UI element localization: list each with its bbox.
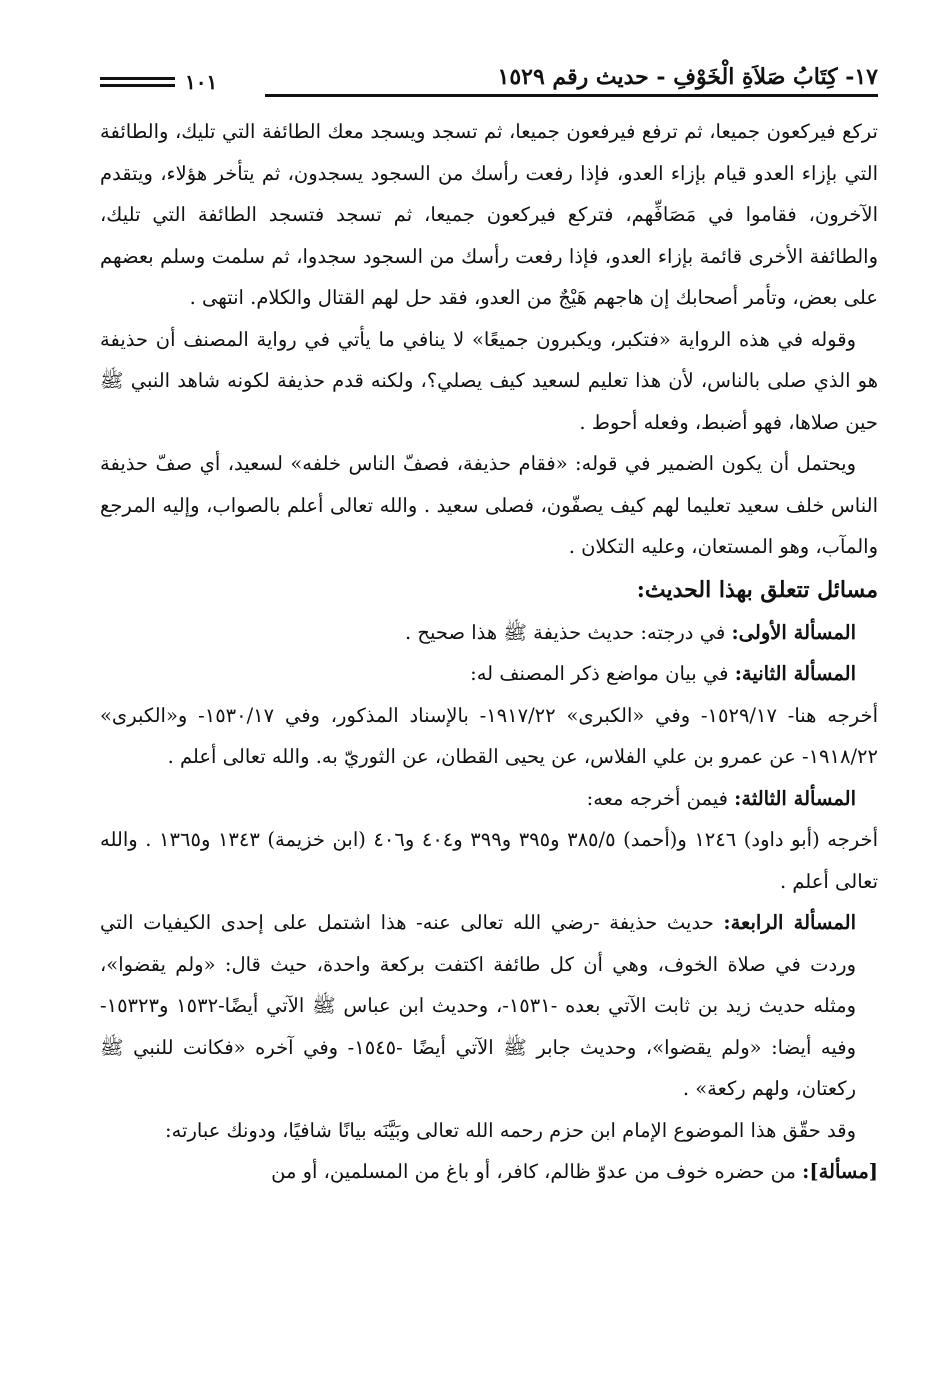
section-heading: مسائل تتعلق بهذا الحديث: xyxy=(636,576,878,603)
issue-label: [مسألة]: xyxy=(802,1160,878,1183)
issue-fourth xyxy=(100,902,878,1110)
paragraph-continuation: تركع فيركعون جميعا، ثم ترفع فيرفعون جميعا، ثم تسجد ويسجد معك الطائفة التي تليك، والطائفة التي بإزاء العدو قيام بإزاء العدو، فإذا رفعت رأسك من السجود يسجدون، ثم يتأخر هؤلاء، ويتقدم الآخرون، فقاموا في مَصَافِّهم، فتركع فيركعون جميعا، ثم تسجد فتسجد الطائفة التي تليك، والطائفة الأخرى قائمة بإزاء العدو، فإذا رفعت رأسك من السجود سجدوا، ثم سلمت وسلم بعضهم على بعض، وتأمر أصحابك إن هاجهم هَيْجٌ من العدو، فقد حل لهم القتال والكلام. انتهى . xyxy=(100,120,878,309)
issue-text: فيمن أخرجه معه: xyxy=(586,786,728,810)
page-header xyxy=(100,52,878,92)
page-number: ١٠١ xyxy=(185,70,218,94)
issue-text: في بيان مواضع ذكر المصنف له: xyxy=(470,662,729,685)
issue-text: في درجته: حديث حذيفة ﷺ هذا صحيح . xyxy=(405,620,726,644)
quoted-issue xyxy=(100,1151,878,1193)
paragraph: ويحتمل أن يكون الضمير في قوله: «فقام حذيفة، فصفّ الناس خلفه» لسعيد، أي صفّ حذيفة الناس خلف سعيد تعليما لهم كيف يصفّون، فصلى سعيد . والله تعالى أعلم بالصواب، وإليه المرجع والمآب، وهو المستعان، وعليه التكلان . xyxy=(100,452,878,558)
paragraph: وقد حقّق هذا الموضوع الإمام ابن حزم رحمه الله تعالى وبَيَّنَه بيانًا شافيًا، ودونك عبارته: xyxy=(165,1118,856,1142)
folio xyxy=(100,70,217,94)
running-head: ١٧- كِتَابُ صَلاَةِ الْخَوْفِ - حديث رقم ١٥٢٩ xyxy=(497,64,878,90)
issue-body: أخرجه (أبو داود) ١٢٤٦ و(أحمد) ٣٨٥/٥ و٣٩٥ و٣٩٩ و٤٠٤ و٤٠٦ (ابن خزيمة) ١٣٤٣ و١٣٦٥ . والله تعالى أعلم . xyxy=(100,828,879,893)
header-rule xyxy=(265,94,878,97)
issue-label: المسألة الرابعة: xyxy=(723,911,857,934)
issue-text: حديث حذيفة -رضي الله تعالى عنه- هذا اشتمل على إحدى الكيفيات التي وردت في صلاة الخوف، وهي أن كل طائفة اكتفت بركعة واحدة، حيث قال: «ولم يقضوا»، ومثله حديث زيد بن ثابت الآتي بعده -١٥٣١-، وحديث ابن عباس ﷺ الآتي أيضًا-١٥٣٢ و١٥٣٢٣- وفيه أيضا: «ولم يقضوا»، وحديث جابر ﷺ الآتي أيضًا -١٥٤٥- وفي آخره «فكانت للنبي ﷺ ركعتان، ولهم ركعة» . xyxy=(100,911,856,1100)
issue-second xyxy=(100,653,878,695)
paragraph: وقوله في هذه الرواية «فتكبر، ويكبرون جميعًا» لا ينافي ما يأتي في رواية المصنف أن حذيفة هو الذي صلى بالناس، لأن هذا تعليم لسعيد كيف يصلي؟، ولكنه قدم حذيفة لكونه شاهد النبي ﷺ حين صلاها، فهو أضبط، وفعله أحوط . xyxy=(100,327,878,434)
folio-bar xyxy=(100,84,175,87)
issue-first xyxy=(100,612,878,654)
folio-bar xyxy=(100,77,175,80)
issue-third xyxy=(100,778,878,820)
issue-label: المسألة الثالثة: xyxy=(734,786,856,810)
folio-ornament xyxy=(100,77,175,87)
issue-text: من حضره خوف من عدوّ ظالم، كافر، أو باغ من المسلمين، أو من xyxy=(271,1160,796,1183)
page-body xyxy=(100,111,878,1193)
book-page xyxy=(100,52,878,1193)
issue-label: المسألة الثانية: xyxy=(734,662,856,685)
issue-body: أخرجه هنا- ١٥٢٩/١٧- وفي «الكبرى» ١٩١٧/٢٢- بالإسناد المذكور، وفي ١٥٣٠/١٧- و«الكبرى» ١٩١٨/٢٢- عن عمرو بن علي الفلاس، عن يحيى القطان، عن الثوريّ به. والله تعالى أعلم . xyxy=(100,703,878,768)
issue-label: المسألة الأولى: xyxy=(731,620,856,644)
